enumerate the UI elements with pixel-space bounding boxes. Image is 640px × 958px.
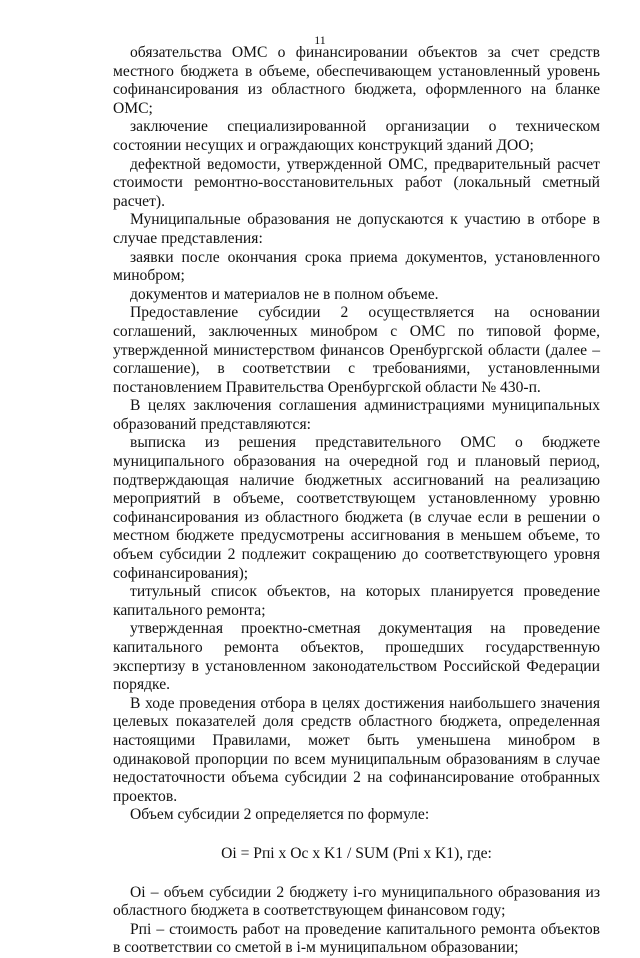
paragraph: В ходе проведения отбора в целях достижения наибольшего значения целевых показателей доля средств областного бюджета, определенная настоящими Правилами, может быть уменьшена минобром в одинаковой пропорции по всем муниципальным образованиям в случае недостаточности объема субсидии 2 на софинансирование отобранных проектов.: [113, 694, 600, 805]
paragraph: выписка из решения представительного ОМС о бюджете муниципального образования на очередной год и плановый период, подтверждающая наличие бюджетных ассигнований на реализацию мероприятий в объеме, соответствующем установленному уровню софинансирования из областного бюджета (в случае если в решении о местном бюджете предусмотрены ассигнования в меньшем объеме, то объем субсидии 2 подлежит сокращению до соответствующего уровня софинансирования);: [113, 434, 600, 582]
paragraph: Объем субсидии 2 определяется по формуле:: [130, 806, 430, 824]
paragraph: утвержденная проектно-сметная документация на проведение капитального ремонта объектов, прошедших государственную экспертизу в установленном законодательством Российской Федерации порядке.: [113, 620, 600, 694]
paragraph: В целях заключения соглашения администрациями муниципальных образований представляются:: [113, 397, 600, 433]
paragraph: обязательства ОМС о финансировании объектов за счет средств местного бюджета в объеме, обеспечивающем установленный уровень софинансирования из областного бюджета, оформленного на бланке ОМС;: [113, 44, 600, 117]
paragraph: документов и материалов не в полном объеме.: [130, 285, 439, 303]
paragraph: титульный список объектов, на которых планируется проведение капитального ремонта;: [113, 583, 600, 619]
formula: Oi = Рпi x Ос x K1 / SUM (Рпi x K1), где:: [221, 844, 492, 862]
definition: Рпi – стоимость работ на проведение капитального ремонта объектов в соответствии со сметой в i-м муниципальном образовании;: [113, 920, 600, 957]
document-body: [113, 44, 600, 958]
page-number: 11: [314, 33, 326, 47]
paragraph: заявки после окончания срока приема документов, установленного минобром;: [113, 248, 600, 285]
definition: Oi – объем субсидии 2 бюджету i-го муниципального образования из областного бюджета в соответствующем финансовом году;: [113, 883, 600, 920]
paragraph: заключение специализированной организации о техническом состоянии несущих и ограждающих конструкций зданий ДОО;: [113, 118, 600, 154]
paragraph: Предоставление субсидии 2 осуществляется на основании соглашений, заключенных минобром с ОМС по типовой форме, утвержденной министерством финансов Оренбургской области (далее – соглашение), в соответствии с требованиями, установленными постановлением Правительства Оренбургской области № 430-п.: [113, 304, 600, 396]
paragraph: Муниципальные образования не допускаются к участию в отборе в случае представления:: [113, 211, 600, 247]
paragraph: дефектной ведомости, утвержденной ОМС, предварительный расчет стоимости ремонтно-восстановительных работ (локальный сметный расчет).: [113, 155, 600, 210]
